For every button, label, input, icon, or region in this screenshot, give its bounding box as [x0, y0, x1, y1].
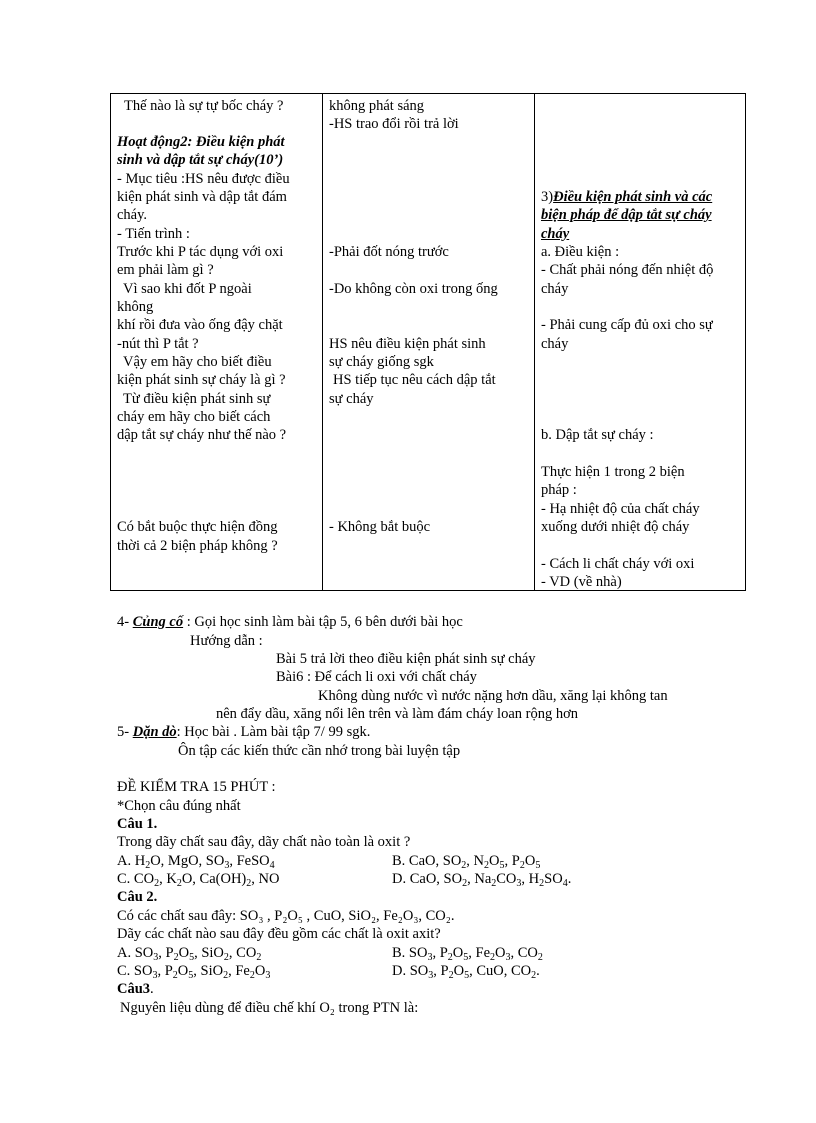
lesson-table	[110, 93, 746, 591]
q2-option-a: A. $SO_3$, $P_2O_5$, SiO$_2$, $CO_2$	[117, 945, 262, 963]
question-3-number: Câu3	[117, 981, 151, 997]
q2-option-c: C. $SO_3$, $P_2O_5$, SiO$_2$, $Fe_2O_3$	[117, 963, 271, 981]
q1-option-c: C. $CO_2$, $K_2O$, $Ca(OH)_2$, NO	[117, 871, 280, 889]
cell-text: xuống dưới nhiệt độ cháy	[541, 519, 690, 535]
cell-text: dập tắt sự cháy như thế nào ?	[117, 427, 287, 443]
consolidation-line	[117, 613, 463, 631]
cell-text: b. Dập tắt sự cháy :	[541, 427, 654, 443]
cell-text: pháp :	[541, 482, 577, 498]
section-label: Dặn dò	[132, 724, 177, 740]
quiz-title: ĐỀ KIỂM TRA 15 PHÚT :	[117, 779, 276, 795]
exercise-6-detail: Không dùng nước vì nước nặng hơn dầu, xăng lại không tan	[318, 688, 668, 704]
section-title: cháy	[541, 226, 570, 242]
cell-text: Từ điều kiện phát sinh sự	[123, 391, 271, 407]
homework-review: Ôn tập các kiến thức cần nhớ trong bài luyện tập	[178, 743, 461, 759]
guide-label: Hướng dẫn :	[190, 633, 263, 649]
student-activity-column	[323, 94, 535, 590]
cell-text: kiện phát sinh và dập tắt đám	[117, 189, 287, 205]
cell-text: - Tiến trình :	[117, 226, 190, 242]
content-column	[535, 94, 745, 590]
quiz-instruction: *Chọn câu đúng nhất	[117, 798, 241, 814]
cell-text: -nút thì P tắt ?	[117, 336, 199, 352]
q1-option-d: D. CaO, $SO_2$, $Na_2CO_3$, $H_2SO_4$.	[392, 871, 572, 889]
cell-text: không phát sáng	[329, 98, 425, 114]
cell-text: - Không bắt buộc	[329, 519, 431, 535]
cell-text: HS tiếp tục nêu cách dập tắt	[333, 372, 496, 388]
cell-text: cháy.	[117, 207, 148, 223]
cell-text: - Hạ nhiệt độ của chất cháy	[541, 501, 700, 517]
q2-option-d: D. $SO_3$, $P_2O_5$, CuO, $CO_2$.	[392, 963, 540, 981]
question-2-text: Có các chất sau đây: SO₃ , P₂O₅ , CuO, SiO₂, Fe₂O₃, CO₂.	[117, 908, 455, 924]
q1-option-a: A. $H_2O$, MgO, $SO_3$, FeSO$_4$	[117, 853, 275, 871]
cell-text: - VD (về nhà)	[541, 574, 622, 590]
exercise-6-detail: nên đẩy dầu, xăng nổi lên trên và làm đám cháy loan rộng hơn	[216, 706, 579, 722]
section-number: 4-	[117, 614, 133, 630]
question-1-label: Câu 1.	[117, 816, 158, 832]
question-2-label: Câu 2.	[117, 889, 158, 905]
cell-text: không	[117, 299, 154, 315]
cell-text: sự cháy	[329, 391, 374, 407]
section-title: biện pháp để dập tắt sự cháy	[541, 207, 712, 223]
cell-text: - Cách li chất cháy với oxi	[541, 556, 695, 572]
cell-text: Có bắt buộc thực hiện đồng	[117, 519, 278, 535]
cell-text: -Phải đốt nóng trước	[329, 244, 449, 260]
cell-text: cháy	[541, 281, 569, 297]
cell-text: em phải làm gì ?	[117, 262, 214, 278]
question-2-text: Dãy các chất nào sau đây đều gồm các chất là oxit axit?	[117, 926, 441, 942]
cell-text: cháy em hãy cho biết cách	[117, 409, 271, 425]
cell-text: Thế nào là sự tự bốc cháy ?	[124, 98, 284, 114]
section-text: : Gọi học sinh làm bài tập 5, 6 bên dưới bài học	[183, 614, 463, 630]
cell-text: kiện phát sinh sự cháy là gì ?	[117, 372, 286, 388]
cell-text: a. Điều kiện :	[541, 244, 620, 260]
section-text: : Học bài . Làm bài tập 7/ 99 sgk.	[176, 724, 371, 740]
cell-text: Trước khi P tác dụng với oxi	[117, 244, 284, 260]
activity-heading: sinh và dập tắt sự cháy(10’)	[117, 152, 284, 168]
cell-text: cháy	[541, 336, 569, 352]
cell-text: sự cháy giống sgk	[329, 354, 434, 370]
cell-text: thời cả 2 biện pháp không ?	[117, 538, 278, 554]
question-1-text: Trong dãy chất sau đây, dãy chất nào toàn là oxit ?	[117, 834, 411, 850]
activity-heading: Hoạt động2: Điều kiện phát	[117, 134, 285, 150]
cell-text: khí rồi đưa vào ống đậy chặt	[117, 317, 283, 333]
cell-text: Thực hiện 1 trong 2 biện	[541, 464, 685, 480]
cell-text: -HS trao đổi rồi trả lời	[329, 116, 459, 132]
section-title: Điều kiện phát sinh và các	[553, 189, 713, 205]
cell-text: Vì sao khi đốt P ngoài	[123, 281, 252, 297]
section-number: 3)	[541, 189, 554, 205]
teacher-activity-column	[111, 94, 323, 590]
question-3-text: Nguyên liệu dùng để điều chế khí O₂ trong PTN là:	[120, 1000, 419, 1016]
cell-text: HS nêu điều kiện phát sinh	[329, 336, 486, 352]
q1-option-b: B. CaO, $SO_2$, $N_2O_5$, $P_2O_5$	[392, 853, 541, 871]
section-number: 5-	[117, 724, 133, 740]
section-heading	[541, 188, 712, 206]
exercise-5-guide: Bài 5 trả lời theo điều kiện phát sinh sự cháy	[276, 651, 536, 667]
section-label: Củng cố	[132, 614, 184, 630]
cell-text: -Do không còn oxi trong ống	[329, 281, 498, 297]
question-3-label: Câu3.	[117, 981, 154, 997]
homework-line	[117, 723, 370, 741]
exercise-6-guide: Bài6 : Để cách li oxi với chất cháy	[276, 669, 477, 685]
cell-text: - Chất phải nóng đến nhiệt độ	[541, 262, 714, 278]
cell-text: - Mục tiêu :HS nêu được điều	[117, 171, 290, 187]
cell-text: Vậy em hãy cho biết điều	[123, 354, 272, 370]
q2-option-b: B. $SO_3$, $P_2O_5$, $Fe_2O_3$, $CO_2$	[392, 945, 543, 963]
cell-text: - Phải cung cấp đủ oxi cho sự	[541, 317, 713, 333]
